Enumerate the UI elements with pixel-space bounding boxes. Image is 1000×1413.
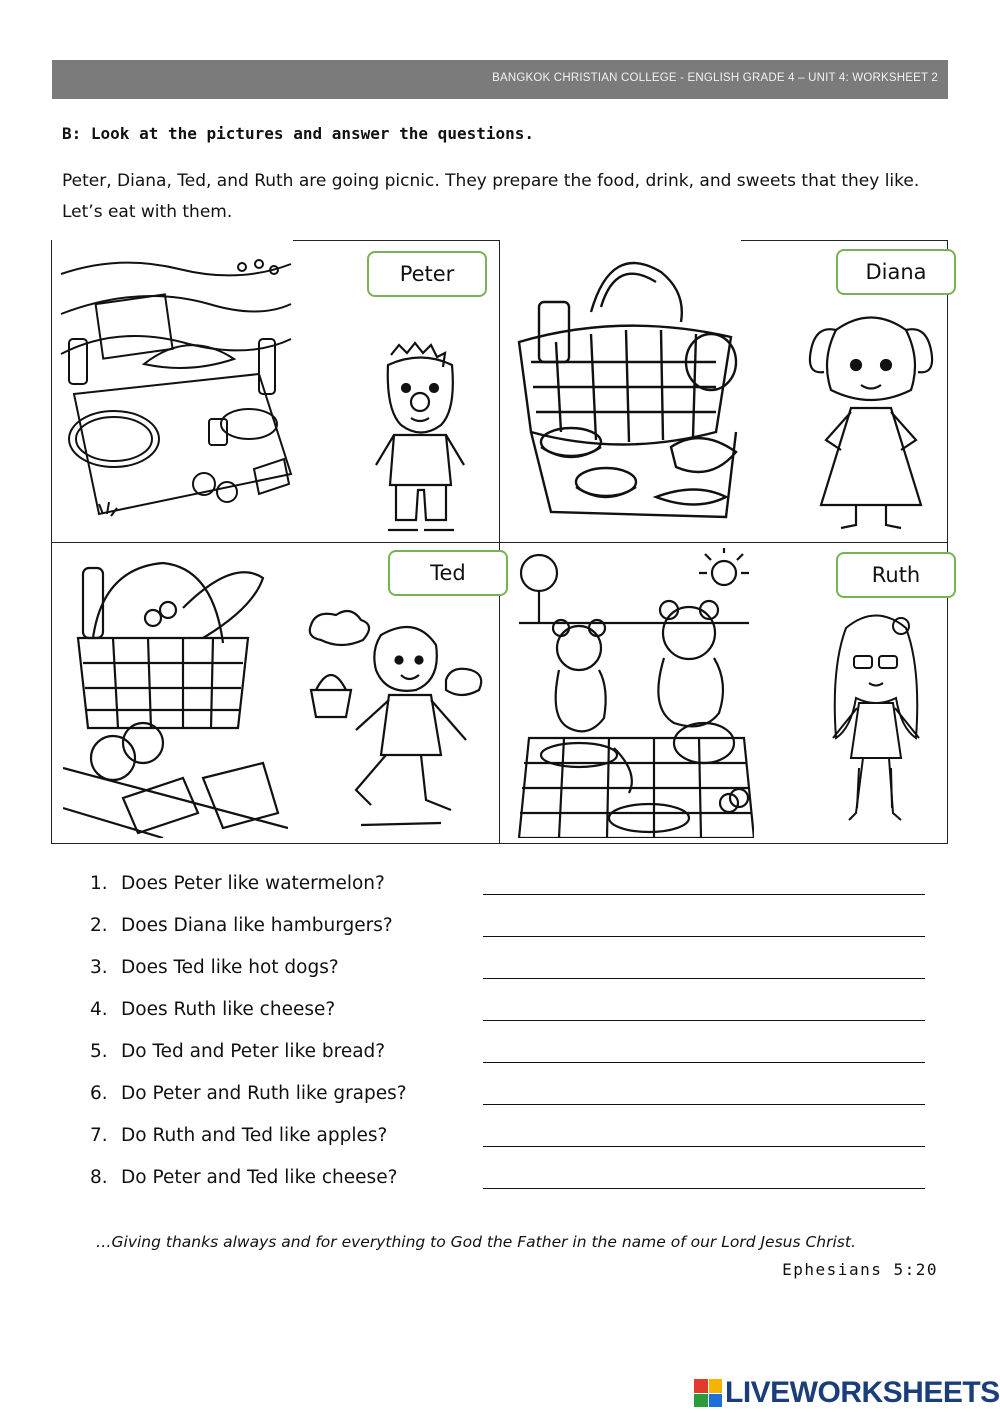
peter-character-picture bbox=[366, 340, 476, 535]
answer-line[interactable] bbox=[483, 1062, 925, 1063]
question-item bbox=[90, 915, 940, 945]
intro-paragraph: Peter, Diana, Ted, and Ruth are going picnic. They prepare the food, drink, and sweets that they like. Let’s eat with them. bbox=[62, 171, 920, 222]
diana-character-picture bbox=[796, 300, 946, 535]
question-text: Does Ted like hot dogs? bbox=[121, 957, 339, 978]
answer-line[interactable] bbox=[483, 894, 925, 895]
question-number: 5. bbox=[90, 1041, 108, 1062]
question-item bbox=[90, 1083, 940, 1113]
answer-line[interactable] bbox=[483, 1188, 925, 1189]
question-item bbox=[90, 957, 940, 987]
question-item bbox=[90, 1041, 940, 1071]
question-text: Do Peter and Ruth like grapes? bbox=[121, 1083, 407, 1104]
question-number: 4. bbox=[90, 999, 108, 1020]
logo-mark-icon bbox=[694, 1379, 722, 1407]
question-number: 1. bbox=[90, 873, 108, 894]
ted-character-picture bbox=[301, 605, 496, 830]
instruction-heading: B: Look at the pictures and answer the questions. bbox=[62, 124, 535, 143]
bread-basket-picture bbox=[63, 548, 288, 838]
picnic-basket-picture bbox=[511, 242, 746, 537]
name-tag-diana: Diana bbox=[836, 249, 956, 295]
picnic-blanket-picture bbox=[59, 244, 294, 534]
name-tag-ruth: Ruth bbox=[836, 552, 956, 598]
question-number: 3. bbox=[90, 957, 108, 978]
header-bar bbox=[52, 60, 948, 99]
teddy-bear-picnic-picture bbox=[509, 548, 754, 838]
question-text: Does Ruth like cheese? bbox=[121, 999, 336, 1020]
answer-line[interactable] bbox=[483, 1146, 925, 1147]
bible-reference: Ephesians 5:20 bbox=[782, 1260, 938, 1279]
question-item bbox=[90, 999, 940, 1029]
liveworksheets-logo bbox=[694, 1376, 1000, 1410]
question-text: Do Ruth and Ted like apples? bbox=[121, 1125, 388, 1146]
question-text: Do Ted and Peter like bread? bbox=[121, 1041, 386, 1062]
name-tag-peter: Peter bbox=[367, 251, 487, 297]
question-number: 2. bbox=[90, 915, 108, 936]
bible-quote: …Giving thanks always and for everything to God the Father in the name of our Lord Jesus Christ. bbox=[96, 1233, 856, 1251]
logo-text: LIVEWORKSHEETS bbox=[725, 1376, 1000, 1409]
question-text: Does Peter like watermelon? bbox=[121, 873, 385, 894]
answer-line[interactable] bbox=[483, 1020, 925, 1021]
question-number: 8. bbox=[90, 1167, 108, 1188]
question-item bbox=[90, 1125, 940, 1155]
answer-line[interactable] bbox=[483, 978, 925, 979]
question-item bbox=[90, 1167, 940, 1197]
question-text: Does Diana like hamburgers? bbox=[121, 915, 393, 936]
answer-line[interactable] bbox=[483, 936, 925, 937]
answer-line[interactable] bbox=[483, 1104, 925, 1105]
name-tag-ted: Ted bbox=[388, 550, 508, 596]
question-item bbox=[90, 873, 940, 903]
question-number: 6. bbox=[90, 1083, 108, 1104]
question-number: 7. bbox=[90, 1125, 108, 1146]
ruth-character-picture bbox=[821, 608, 931, 833]
header-title: BANGKOK CHRISTIAN COLLEGE - ENGLISH GRADE 4 – UNIT 4: WORKSHEET 2 bbox=[492, 72, 938, 84]
picture-grid bbox=[51, 240, 948, 844]
question-text: Do Peter and Ted like cheese? bbox=[121, 1167, 398, 1188]
